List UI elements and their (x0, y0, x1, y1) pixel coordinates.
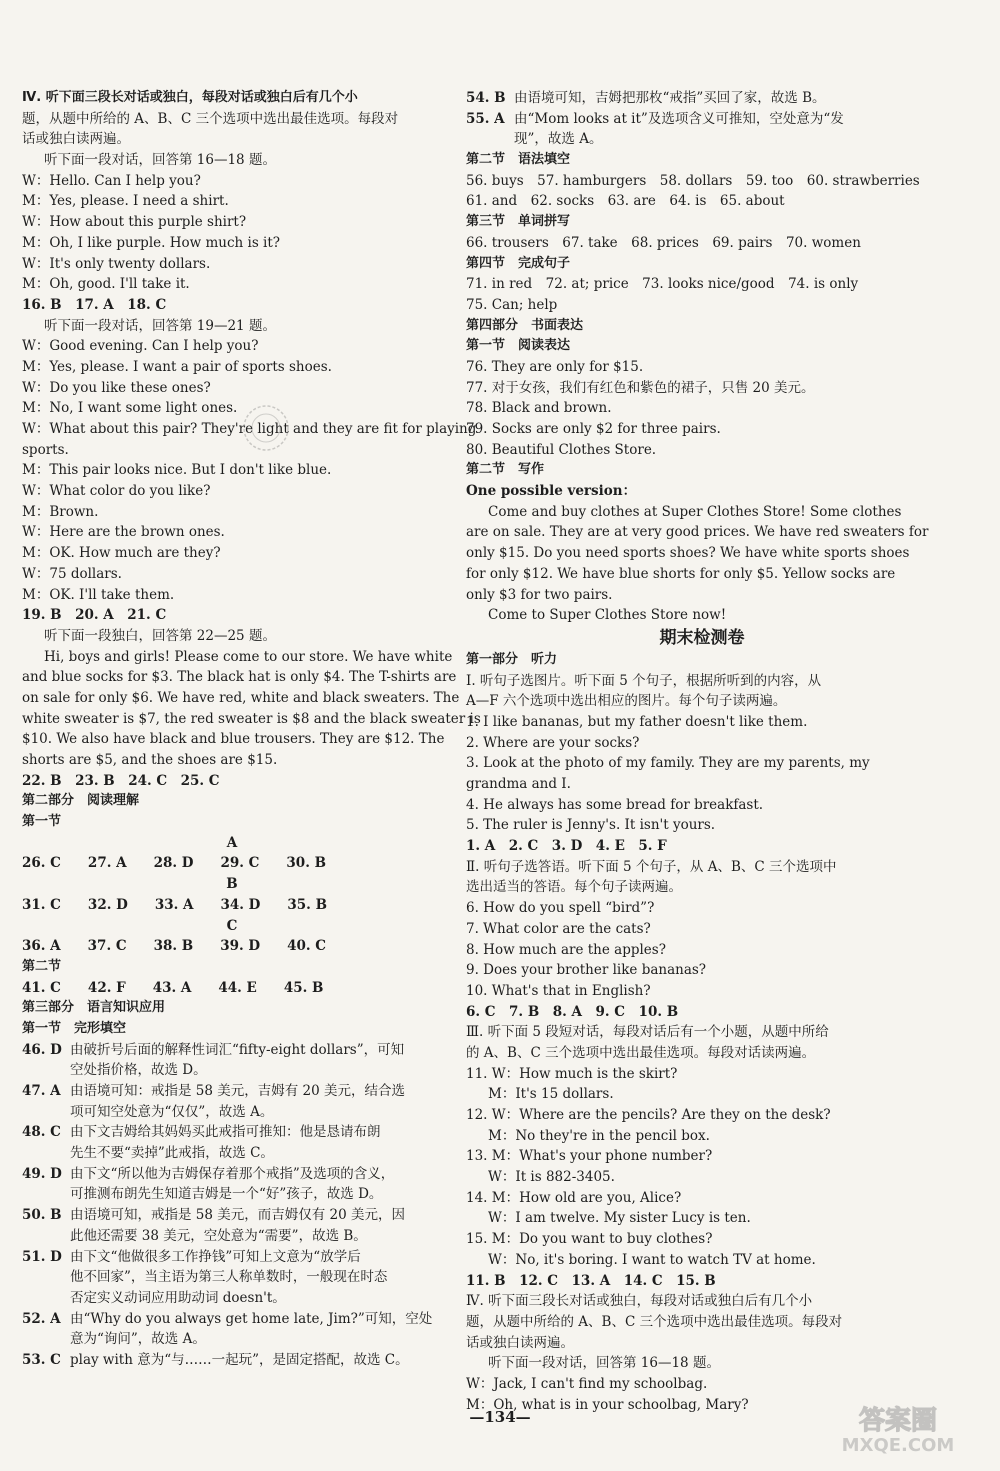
text-line: $10. We also have black and blue trousers. They are $12. The (22, 731, 445, 748)
text-line: A—F 六个选项中选出相应的图片。每个句子读两遍。 (466, 693, 787, 710)
text-line: 意为“询问”，故选 A。 (70, 1331, 206, 1348)
section-heading: 第二节 语法填空 (466, 152, 571, 168)
answer-key: 54. B (466, 90, 506, 106)
answer-row: One possible version： (466, 483, 637, 500)
answer-explanation-line (22, 1247, 442, 1268)
section-heading: 第二部分 阅读理解 (22, 793, 140, 809)
answer-row: 22. B 23. B 24. C 25. C (22, 772, 220, 789)
stamp-mark (240, 402, 292, 454)
text-line: 75. Can; help (466, 296, 558, 313)
section-heading: 第三节 单词拼写 (466, 214, 571, 230)
answer-row: 11. B 12. C 13. A 14. C 15. B (466, 1272, 716, 1289)
explanation-text: 由破折号后面的解释性词汇“fifty-eight dollars”，可知 (70, 1041, 405, 1058)
svg-text:答案圈: 答案圈 (858, 1406, 938, 1436)
text-line: shorts are $5, and the shoes are $15. (22, 752, 278, 768)
answer-row: 26. C 27. A 28. D 29. C 30. B (22, 855, 327, 872)
text-line: 5. The ruler is Jenny's. It isn't yours. (466, 817, 716, 834)
text-line: 11. W：How much is the skirt? (466, 1065, 678, 1082)
text-line: Come and buy clothes at Super Clothes Store! Some clothes (488, 503, 902, 520)
text-line: 61. and 62. socks 63. are 64. is 65. about (466, 193, 785, 210)
text-line: M：Oh, good. I'll take it. (22, 276, 190, 293)
text-line: W：75 dollars. (22, 565, 122, 582)
text-line: Ⅳ. 听下面三段长对话或独白，每段对话或独白后有几个小 (466, 1293, 813, 1310)
text-line: W：Hello. Can I help you? (22, 172, 201, 189)
answer-explanation-line (22, 1164, 442, 1185)
text-line: 的 A、B、C 三个选项中选出最佳选项。每段对话读两遍。 (466, 1044, 816, 1061)
text-line: Ⅱ. 听句子选答语。听下面 5 个句子，从 A、B、C 三个选项中 (466, 858, 837, 875)
passage-label: A (226, 834, 238, 851)
answer-row: 19. B 20. A 21. C (22, 607, 167, 624)
text-line: Come to Super Clothes Store now! (488, 607, 727, 624)
explanation-text: 由语境可知：戒指是 58 美元，吉姆有 20 美元，结合选 (70, 1083, 406, 1099)
text-line: M：Oh, what is in your schoolbag, Mary? (466, 1396, 749, 1413)
right-column (466, 88, 929, 1415)
text-line: Ⅲ. 听下面 5 段短对话，每段对话后有一个小题，从题中所给 (466, 1024, 829, 1041)
passage-label: B (226, 876, 238, 893)
explanation-text: 由“Why do you always get home late, Jim?”可知，空处 (70, 1310, 433, 1327)
text-line: 4. He always has some bread for breakfast. (466, 796, 764, 813)
explanation-text: 由语境可知，戒指是 58 美元，而吉姆仅有 20 美元，因 (70, 1207, 406, 1224)
left-column (22, 88, 481, 1371)
explanation-text: 由语境可知，吉姆把那枚“戒指”买回了家，故选 B。 (514, 90, 826, 106)
text-line: 12. W：Where are the pencils? Are they on the desk? (466, 1107, 831, 1123)
text-line: W：Do you like these ones? (22, 379, 211, 396)
text-line: 2. Where are your socks? (466, 734, 640, 751)
answer-key: 47. A (22, 1083, 61, 1099)
text-line: and blue socks for $3. The black hat is only $4. The T-shirts are (22, 669, 457, 686)
text-line: W：Good evening. Can I help you? (22, 338, 259, 355)
text-line: 56. buys 57. hamburgers 58. dollars 59. too 60. strawberries (466, 172, 920, 189)
answer-explanation-line (466, 109, 878, 130)
text-line: 77. 对于女孩，我们有红色和紫色的裙子，只售 20 美元。 (466, 379, 815, 396)
answer-key: 53. C (22, 1351, 61, 1368)
text-line: for only $12. We have blue shorts for only $5. Yellow socks are (466, 565, 896, 582)
explanation-text: 由下文吉姆给其妈妈买此戒指可推知：他是恳请布朗 (70, 1124, 381, 1141)
text-line: Hi, boys and girls! Please come to our store. We have white (44, 648, 453, 665)
text-line: 选出适当的答语。每个句子读两遍。 (466, 879, 682, 896)
answer-key: 55. A (466, 110, 505, 127)
text-line: 78. Black and brown. (466, 400, 612, 417)
test-title: 期末检测卷 (659, 627, 745, 648)
answer-row: 1. A 2. C 3. D 4. E 5. F (466, 838, 667, 855)
explanation-text: play with 意为“与……一起玩”，是固定搭配，故选 C。 (70, 1351, 409, 1368)
text-line: M：Oh, I like purple. How much is it? (22, 234, 281, 251)
text-line: W：What about this pair? They're light and they are fit for playing (22, 421, 477, 437)
text-line: only $15. Do you need sports shoes? We have white sports shoes (466, 545, 910, 562)
text-line: 否定实义动词应用助动词 doesn't。 (70, 1289, 286, 1306)
text-line: M：No they're in the pencil box. (488, 1127, 710, 1144)
text-line: W：No, it's boring. I want to watch TV at home. (488, 1251, 816, 1268)
text-line: are on sale. They are at very good prices. We have red sweaters for (466, 524, 929, 541)
section-heading: 第四部分 书面表达 (466, 317, 584, 333)
text-line: grandma and I. (466, 776, 571, 792)
text-line: M：Brown. (22, 503, 99, 520)
page-number: —134— (469, 1408, 531, 1426)
answer-key: 52. A (22, 1310, 61, 1327)
text-line: M：Yes, please. I need a shirt. (22, 193, 229, 210)
answer-key: 48. C (22, 1124, 61, 1141)
text-line: 话或独白读两遍。 (22, 131, 130, 148)
explanation-text: 由下文“他做很多工作挣钱”可知上文意为“放学后 (70, 1248, 361, 1265)
text-line: W：Jack, I can't find my schoolbag. (466, 1375, 708, 1392)
text-line: 1. I like bananas, but my father doesn't like them. (466, 713, 808, 730)
text-line: W：How about this purple shirt? (22, 214, 247, 231)
text-line: 听下面一段独白，回答第 22—25 题。 (44, 627, 276, 644)
answer-explanation-line (22, 1309, 442, 1330)
text-line: 9. Does your brother like bananas? (466, 962, 707, 979)
text-line: 项可知空处意为“仅仅”，故选 A。 (70, 1103, 274, 1120)
text-line: W：It's only twenty dollars. (22, 255, 211, 272)
watermark-logo (818, 1399, 978, 1457)
text-line: Ⅰ. 听句子选图片。听下面 5 个句子，根据所听到的内容，从 (466, 672, 822, 689)
text-line: 听下面一段对话，回答第 16—18 题。 (488, 1355, 720, 1372)
answer-row: 41. C 42. F 43. A 44. E 45. B (22, 979, 324, 996)
text-line: 71. in red 72. at; price 73. looks nice/good 74. is only (466, 276, 859, 293)
text-line: 66. trousers 67. take 68. prices 69. pairs 70. women (466, 234, 861, 251)
text-line: 6. How do you spell “bird”? (466, 900, 655, 917)
answer-explanation-line (22, 1205, 442, 1226)
text-line: 话或独白读两遍。 (466, 1334, 574, 1351)
passage-label: C (226, 917, 238, 934)
text-line: 13. M：What's your phone number? (466, 1148, 713, 1165)
text-line: 题，从题中所给的 A、B、C 三个选项中选出最佳选项。每段对 (466, 1313, 843, 1330)
text-line: only $3 for two pairs. (466, 586, 613, 603)
answer-explanation-line (466, 88, 878, 109)
text-line: 3. Look at the photo of my family. They are my parents, my (466, 755, 870, 772)
text-line: on sale for only $6. We have red, white and black sweaters. The (22, 689, 460, 706)
explanation-text: 由“Mom looks at it”及选项含义可推知，空处意为“发 (514, 110, 844, 127)
text-line: W：Here are the brown ones. (22, 524, 225, 541)
answer-row: 31. C 32. D 33. A 34. D 35. B (22, 896, 327, 913)
answer-explanation-line (22, 1081, 442, 1102)
section-heading: 第一部分 听力 (466, 651, 558, 667)
answer-explanation-line (22, 1350, 442, 1371)
answer-key: 49. D (22, 1165, 62, 1182)
answer-key: 51. D (22, 1248, 62, 1265)
answer-row: 6. C 7. B 8. A 9. C 10. B (466, 1003, 679, 1020)
text-line: 79. Socks are only $2 for three pairs. (466, 421, 721, 437)
text-line: W：It is 882-3405. (488, 1169, 615, 1186)
text-line: 现”，故选 A。 (514, 131, 603, 148)
text-line: M：Yes, please. I want a pair of sports shoes. (22, 358, 332, 375)
section-heading: 第二节 写作 (466, 462, 545, 478)
text-line: M：OK. I'll take them. (22, 586, 175, 603)
section-heading: 第四节 完成句子 (466, 255, 571, 271)
section-heading: 第三部分 语言知识应用 (22, 1000, 166, 1016)
text-line: 8. How much are the apples? (466, 941, 666, 958)
answer-row: 36. A 37. C 38. B 39. D 40. C (22, 938, 327, 955)
explanation-text: 由下文“所以他为吉姆保存着那个戒指”及选项的含义， (70, 1165, 395, 1182)
text-line: 14. M：How old are you, Alice? (466, 1189, 682, 1206)
text-line: 10. What's that in English? (466, 982, 651, 999)
text-line: sports. (22, 441, 69, 458)
text-line: 先生不要“卖掉”此戒指，故选 C。 (70, 1145, 274, 1162)
text-line: 此他还需要 38 美元，空处意为“需要”，故选 B。 (70, 1227, 367, 1244)
section-heading: Ⅳ. 听下面三段长对话或独白，每段对话或独白后有几个小 (22, 90, 358, 105)
answer-key: 46. D (22, 1041, 62, 1058)
svg-text:MXQE.COM: MXQE.COM (841, 1435, 955, 1456)
text-line: W：What color do you like? (22, 483, 211, 500)
section-heading: 第二节 (22, 958, 62, 974)
answer-key: 50. B (22, 1207, 62, 1224)
answer-explanation-line (22, 1122, 442, 1143)
text-line: W：I am twelve. My sister Lucy is ten. (488, 1210, 751, 1227)
text-line: 76. They are only for $15. (466, 358, 644, 375)
text-line: 听下面一段对话，回答第 19—21 题。 (44, 317, 276, 334)
text-line: M：OK. How much are they? (22, 545, 221, 562)
text-line: white sweater is $7, the red sweater is $8 and the black sweater is (22, 710, 481, 727)
text-line: 他不回家”，当主语为第三人称单数时，一般现在时态 (70, 1269, 388, 1286)
text-line: 可推测布朗先生知道吉姆是一个“好”孩子，故选 D。 (70, 1186, 383, 1203)
section-heading: 第一节 完形填空 (22, 1020, 127, 1036)
text-line: 空处指价格，故选 D。 (70, 1062, 207, 1079)
section-heading: 第一节 阅读表达 (466, 338, 571, 354)
text-line: 80. Beautiful Clothes Store. (466, 441, 657, 458)
text-line: 题，从题中所给的 A、B、C 三个选项中选出最佳选项。每段对 (22, 110, 399, 127)
section-heading: 第一节 (22, 814, 62, 830)
answer-row: 16. B 17. A 18. C (22, 296, 167, 313)
text-line: M：This pair looks nice. But I don't like blue. (22, 462, 332, 479)
answer-explanation-line (22, 1040, 442, 1061)
text-line: 15. M：Do you want to buy clothes? (466, 1231, 713, 1248)
text-line: M：No, I want some light ones. (22, 400, 238, 417)
text-line: 听下面一段对话，回答第 16—18 题。 (44, 152, 276, 169)
text-line: M：It's 15 dollars. (488, 1086, 614, 1103)
text-line: 7. What color are the cats? (466, 920, 651, 937)
